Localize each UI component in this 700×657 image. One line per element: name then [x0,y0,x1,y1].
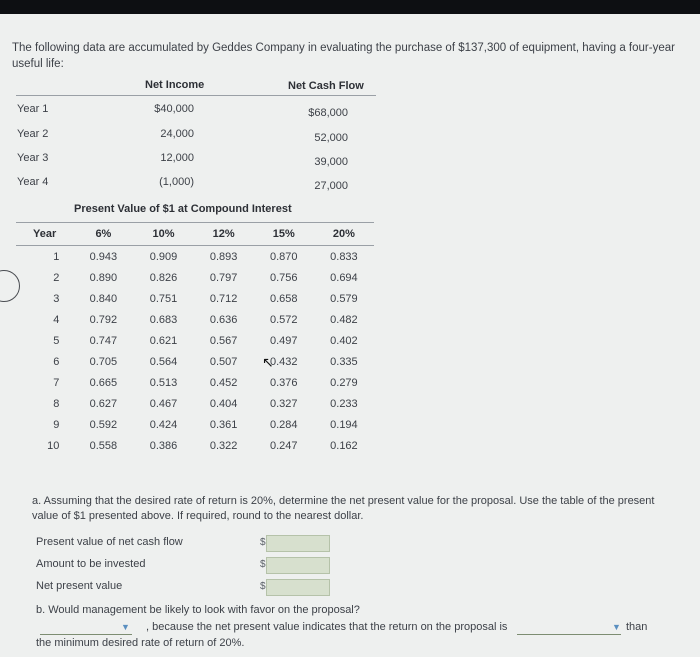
pv-column-header: 20% [314,223,374,246]
pv-factor-cell: 0.893 [209,250,238,263]
question-a-text: a. Assuming that the desired rate of return is 20%, determine the net present value for the proposal. Use the table of the present value of $1 presented above. If required, round to the nearest dollar. [32,495,655,522]
pv-header-row [16,223,374,246]
question-b-than: than [626,621,648,633]
pv-factor-cell: 0.386 [149,439,178,452]
pv-factor-cell: 0.327 [270,397,298,410]
pv-factor-cell: 0.592 [89,418,118,431]
pv-table [16,222,374,456]
pv-column-header: 12% [194,223,254,246]
pv-table-row [16,414,374,435]
pv-factor-cell: 0.712 [209,292,238,305]
pv-factor-cell: 0.747 [89,334,118,347]
pv-table-row [16,393,374,414]
pv-factor-cell: 0.705 [89,355,118,368]
pv-factor-cell: 0.497 [270,334,298,347]
pv-factor-cell: 0.658 [270,292,298,305]
cash-flow-year-label: Year 2 [17,128,49,140]
net-income-value: $40,000 [154,103,194,115]
pv-year-cell: 5 [53,334,60,347]
pv-year-cell: 10 [47,439,60,452]
pv-factor-cell: 0.572 [270,313,298,326]
mouse-cursor-icon: ↖ [262,354,274,370]
currency-symbol: $ [260,537,266,548]
pv-year-cell: 4 [53,313,60,326]
pv-factor-cell: 0.432 [270,355,298,368]
favor-select[interactable] [40,620,132,635]
screen-top-bar [0,0,700,14]
pv-column-header: 10% [133,223,193,246]
pv-factor-cell: 0.284 [270,418,298,431]
pv-factor-cell: 0.247 [270,439,298,452]
pv-year-cell: 8 [53,397,60,410]
pv-factor-cell: 0.636 [209,313,238,326]
net-income-header: Net Income [145,79,205,91]
header-divider [16,95,376,96]
currency-symbol: $ [260,581,266,592]
net-cash-flow-value: $68,000 [308,107,348,119]
cash-flow-year-label: Year 3 [17,152,49,164]
pv-factor-cell: 0.909 [149,250,178,263]
net-cash-flow-value: 52,000 [314,132,348,144]
pv-factor-cell: 0.194 [330,418,358,431]
answer-input[interactable] [266,557,330,574]
pv-factor-cell: 0.833 [330,250,358,263]
pv-factor-cell: 0.402 [330,334,358,347]
pv-factor-cell: 0.694 [330,271,358,284]
pv-factor-cell: 0.567 [209,334,238,347]
pv-factor-cell: 0.452 [209,376,238,389]
pv-year-cell: 9 [53,418,60,431]
pv-table-row [16,351,374,372]
net-income-value: (1,000) [159,176,194,188]
cash-flow-year-label: Year 1 [17,103,49,115]
answer-field-label: Amount to be invested [36,558,146,570]
pv-factor-cell: 0.943 [89,250,118,263]
pv-factor-cell: 0.233 [330,397,358,410]
pv-factor-cell: 0.335 [330,355,358,368]
pv-factor-cell: 0.665 [89,376,118,389]
answer-field-label: Net present value [36,580,123,592]
pv-factor-cell: 0.507 [209,355,238,368]
answer-input[interactable] [266,579,330,596]
pv-factor-cell: 0.579 [330,292,358,305]
net-cash-flow-header: Net Cash Flow [288,80,364,92]
pv-table-row [16,288,374,309]
question-b-text: b. Would management be likely to look with favor on the proposal? [36,604,360,616]
currency-symbol: $ [260,559,266,570]
pv-factor-cell: 0.482 [330,313,358,326]
pv-year-cell: 1 [53,250,60,263]
cash-flow-year-label: Year 4 [17,176,49,188]
pv-year-cell: 7 [53,376,60,389]
pv-column-header: Year [16,223,73,246]
problem-intro: The following data are accumulated by Geddes Company in evaluating the purchase of $137,300 of equipment, having a four-year useful life: [12,42,675,70]
answer-field-label: Present value of net cash flow [36,536,183,548]
pv-factor-cell: 0.751 [149,292,178,305]
net-cash-flow-value: 27,000 [314,180,348,192]
pv-factor-cell: 0.627 [89,397,118,410]
net-cash-flow-value: 39,000 [314,156,348,168]
pv-table-title: Present Value of $1 at Compound Interest [74,203,292,215]
pv-factor-cell: 0.792 [89,313,118,326]
pv-table-row [16,246,374,268]
pv-factor-cell: 0.797 [209,271,238,284]
pv-factor-cell: 0.513 [149,376,178,389]
pv-factor-cell: 0.404 [209,397,238,410]
pv-year-cell: 2 [53,271,60,284]
pv-table-row [16,372,374,393]
pv-factor-cell: 0.870 [270,250,298,263]
pv-factor-cell: 0.826 [149,271,178,284]
net-income-value: 24,000 [160,128,194,140]
pv-factor-cell: 0.467 [149,397,178,410]
pv-factor-cell: 0.683 [149,313,178,326]
pv-table-row [16,309,374,330]
pv-factor-cell: 0.756 [270,271,298,284]
dropdown-arrow-icon[interactable]: ▼ [121,622,130,632]
pv-year-cell: 6 [53,355,60,368]
pv-table-row [16,330,374,351]
question-b-middle: , because the net present value indicates that the return on the proposal is [146,621,508,633]
pv-table-row [16,267,374,288]
pv-factor-cell: 0.564 [149,355,178,368]
pv-factor-cell: 0.558 [89,439,118,452]
answer-input[interactable] [266,535,330,552]
dropdown-arrow-icon[interactable]: ▼ [612,622,621,632]
pv-factor-cell: 0.376 [270,376,298,389]
pv-factor-cell: 0.621 [149,334,178,347]
pv-factor-cell: 0.890 [89,271,118,284]
pv-factor-cell: 0.840 [89,292,118,305]
pv-factor-cell: 0.361 [209,418,238,431]
pv-column-header: 6% [73,223,133,246]
question-b-tail: the minimum desired rate of return of 20%. [36,637,245,649]
net-income-value: 12,000 [160,152,194,164]
pv-table-row [16,435,374,456]
return-comparison-select[interactable] [517,620,621,635]
pv-factor-cell: 0.322 [209,439,238,452]
pv-factor-cell: 0.279 [330,376,358,389]
pv-year-cell: 3 [53,292,60,305]
pv-factor-cell: 0.424 [149,418,178,431]
pv-factor-cell: 0.162 [330,439,358,452]
pv-column-header: 15% [254,223,314,246]
